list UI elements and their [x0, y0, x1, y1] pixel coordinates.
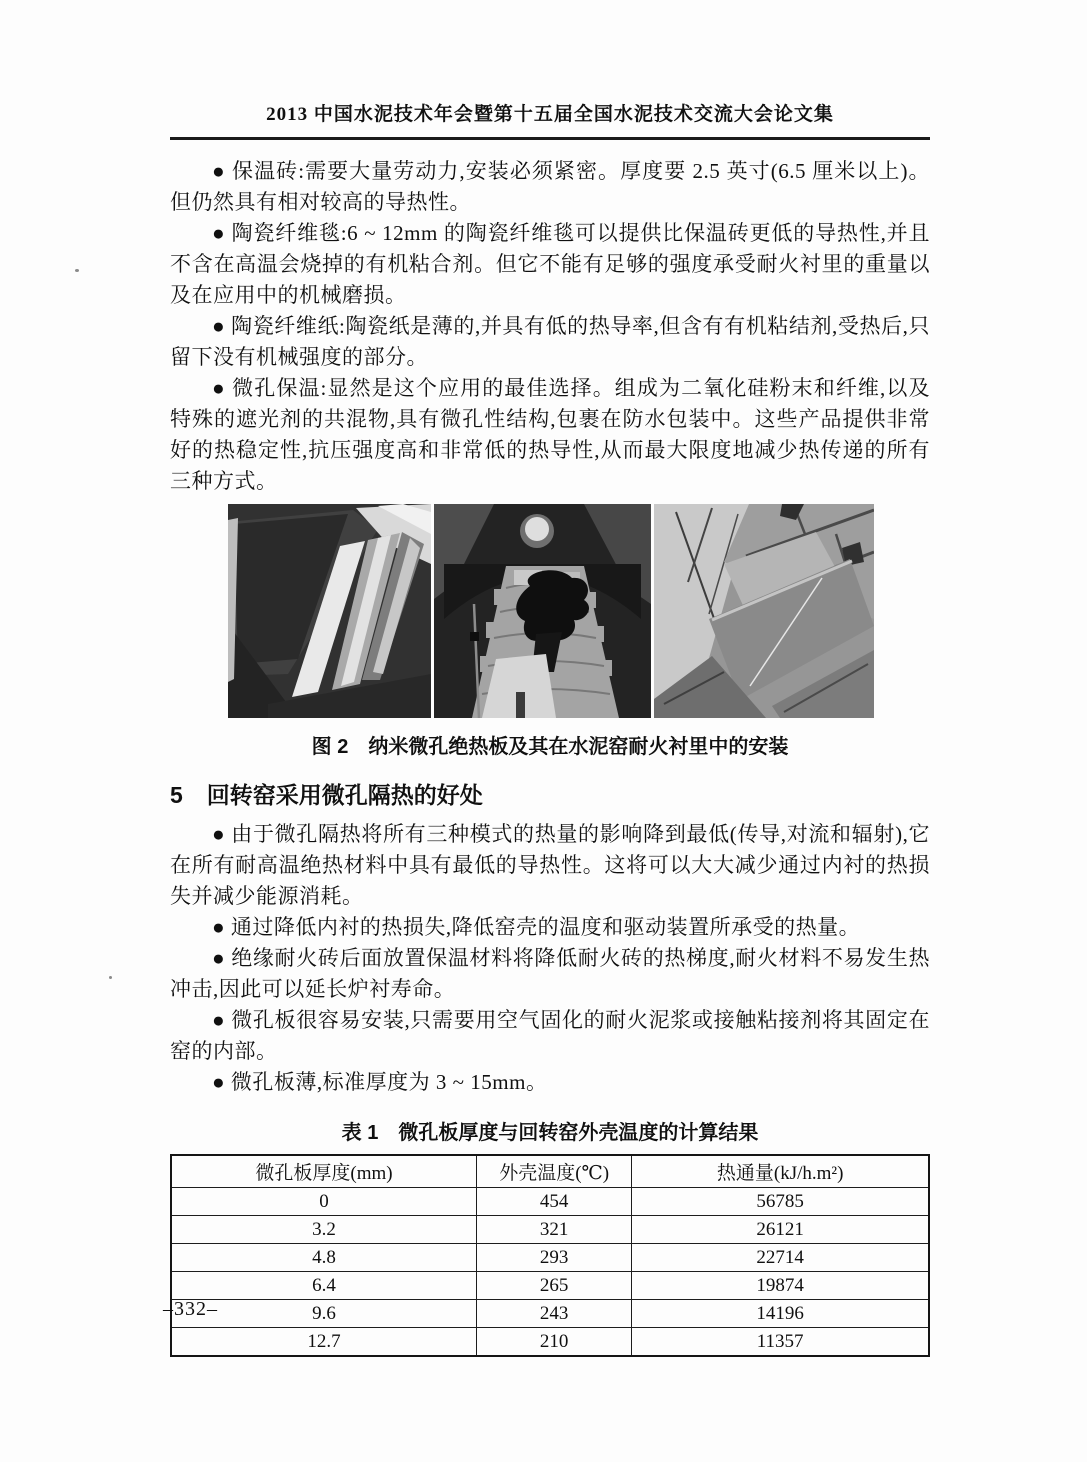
table-cell: 210 — [476, 1328, 631, 1357]
photo-insulation-boards — [228, 504, 431, 718]
table-cell: 0 — [171, 1188, 476, 1216]
photo-kiln-lining-installation — [434, 504, 651, 718]
page-content — [170, 0, 930, 1357]
scan-speck — [109, 976, 112, 979]
page-number: –332– — [163, 1298, 218, 1320]
section-title: 回转窑采用微孔隔热的好处 — [206, 782, 483, 808]
bullet-paragraph: ● 陶瓷纤维纸:陶瓷纸是薄的,并具有低的热导率,但含有有机粘结剂,受热后,只留下没有机械强度的部分。 — [170, 314, 930, 369]
table-header-cell: 热通量(kJ/h.m²) — [632, 1155, 929, 1188]
table-cell: 11357 — [632, 1328, 929, 1357]
header-rule — [170, 137, 930, 140]
scan-speck — [75, 269, 79, 272]
table-1-title: 表 1 微孔板厚度与回转窑外壳温度的计算结果 — [341, 1122, 759, 1144]
table-cell: 19874 — [632, 1272, 929, 1300]
table-header-cell: 微孔板厚度(mm) — [171, 1155, 476, 1188]
table-cell: 243 — [476, 1300, 631, 1328]
table-header-row — [171, 1155, 929, 1188]
table-row — [171, 1300, 929, 1328]
table-cell: 293 — [476, 1244, 631, 1272]
table-row — [171, 1272, 929, 1300]
table-cell: 26121 — [632, 1216, 929, 1244]
table-cell: 14196 — [632, 1300, 929, 1328]
figure-2-caption: 图 2 纳米微孔绝热板及其在水泥窑耐火衬里中的安装 — [311, 736, 789, 758]
table-cell: 6.4 — [171, 1272, 476, 1300]
table-row — [171, 1188, 929, 1216]
table-row — [171, 1328, 929, 1357]
table-cell: 22714 — [632, 1244, 929, 1272]
table-row — [171, 1244, 929, 1272]
table-body — [171, 1188, 929, 1357]
table-cell: 12.7 — [171, 1328, 476, 1357]
bullet-paragraph: ● 绝缘耐火砖后面放置保温材料将降低耐火砖的热梯度,耐火材料不易发生热冲击,因此可以延长炉衬寿命。 — [170, 946, 930, 1001]
bullet-paragraph: ● 保温砖:需要大量劳动力,安装必须紧密。厚度要 2.5 英寸(6.5 厘米以上)。但仍然具有相对较高的导热性。 — [170, 159, 930, 214]
materials-bullet-list — [170, 156, 930, 497]
bullet-paragraph: ● 微孔板薄,标准厚度为 3 ~ 15mm。 — [212, 1070, 548, 1094]
section-number: 5 — [170, 782, 183, 808]
bullet-paragraph: ● 微孔板很容易安装,只需要用空气固化的耐火泥浆或接触粘接剂将其固定在窑的内部。 — [170, 1008, 930, 1063]
bullet-paragraph: ● 由于微孔隔热将所有三种模式的热量的影响降到最低(传导,对流和辐射),它在所有耐高温绝热材料中具有最低的导热性。这将可以大大减少通过内衬的热损失并减少能源消耗。 — [170, 822, 930, 908]
table-cell: 265 — [476, 1272, 631, 1300]
section-5-heading — [170, 777, 930, 810]
benefits-bullet-list — [170, 819, 930, 1098]
table-cell: 4.8 — [171, 1244, 476, 1272]
table-row — [171, 1216, 929, 1244]
bullet-paragraph: ● 通过降低内衬的热损失,降低窑壳的温度和驱动装置所承受的热量。 — [212, 915, 861, 939]
running-header-title: 2013 中国水泥技术年会暨第十五届全国水泥技术交流大会论文集 — [266, 104, 834, 125]
bullet-paragraph: ● 陶瓷纤维毯:6 ~ 12mm 的陶瓷纤维毯可以提供比保温砖更低的导热性,并且不含在高温会烧掉的有机粘合剂。但它不能有足够的强度承受耐火衬里的重量以及在应用中的机械磨损。 — [170, 221, 930, 307]
results-table — [170, 1154, 930, 1357]
table-header-cell: 外壳温度(℃) — [476, 1155, 631, 1188]
photo-brick-lining-closeup — [654, 504, 874, 718]
figure-2 — [228, 504, 874, 718]
table-cell: 454 — [476, 1188, 631, 1216]
bullet-paragraph: ● 微孔保温:显然是这个应用的最佳选择。组成为二氧化硅粉末和纤维,以及特殊的遮光剂的共混物,具有微孔性结构,包裹在防水包装中。这些产品提供非常好的热稳定性,抗压强度高和非常低的热导性,从而最大限度地减少热传递的所有三种方式。 — [170, 376, 930, 493]
table-cell: 321 — [476, 1216, 631, 1244]
table-cell: 3.2 — [171, 1216, 476, 1244]
table-cell: 9.6 — [171, 1300, 476, 1328]
table-cell: 56785 — [632, 1188, 929, 1216]
